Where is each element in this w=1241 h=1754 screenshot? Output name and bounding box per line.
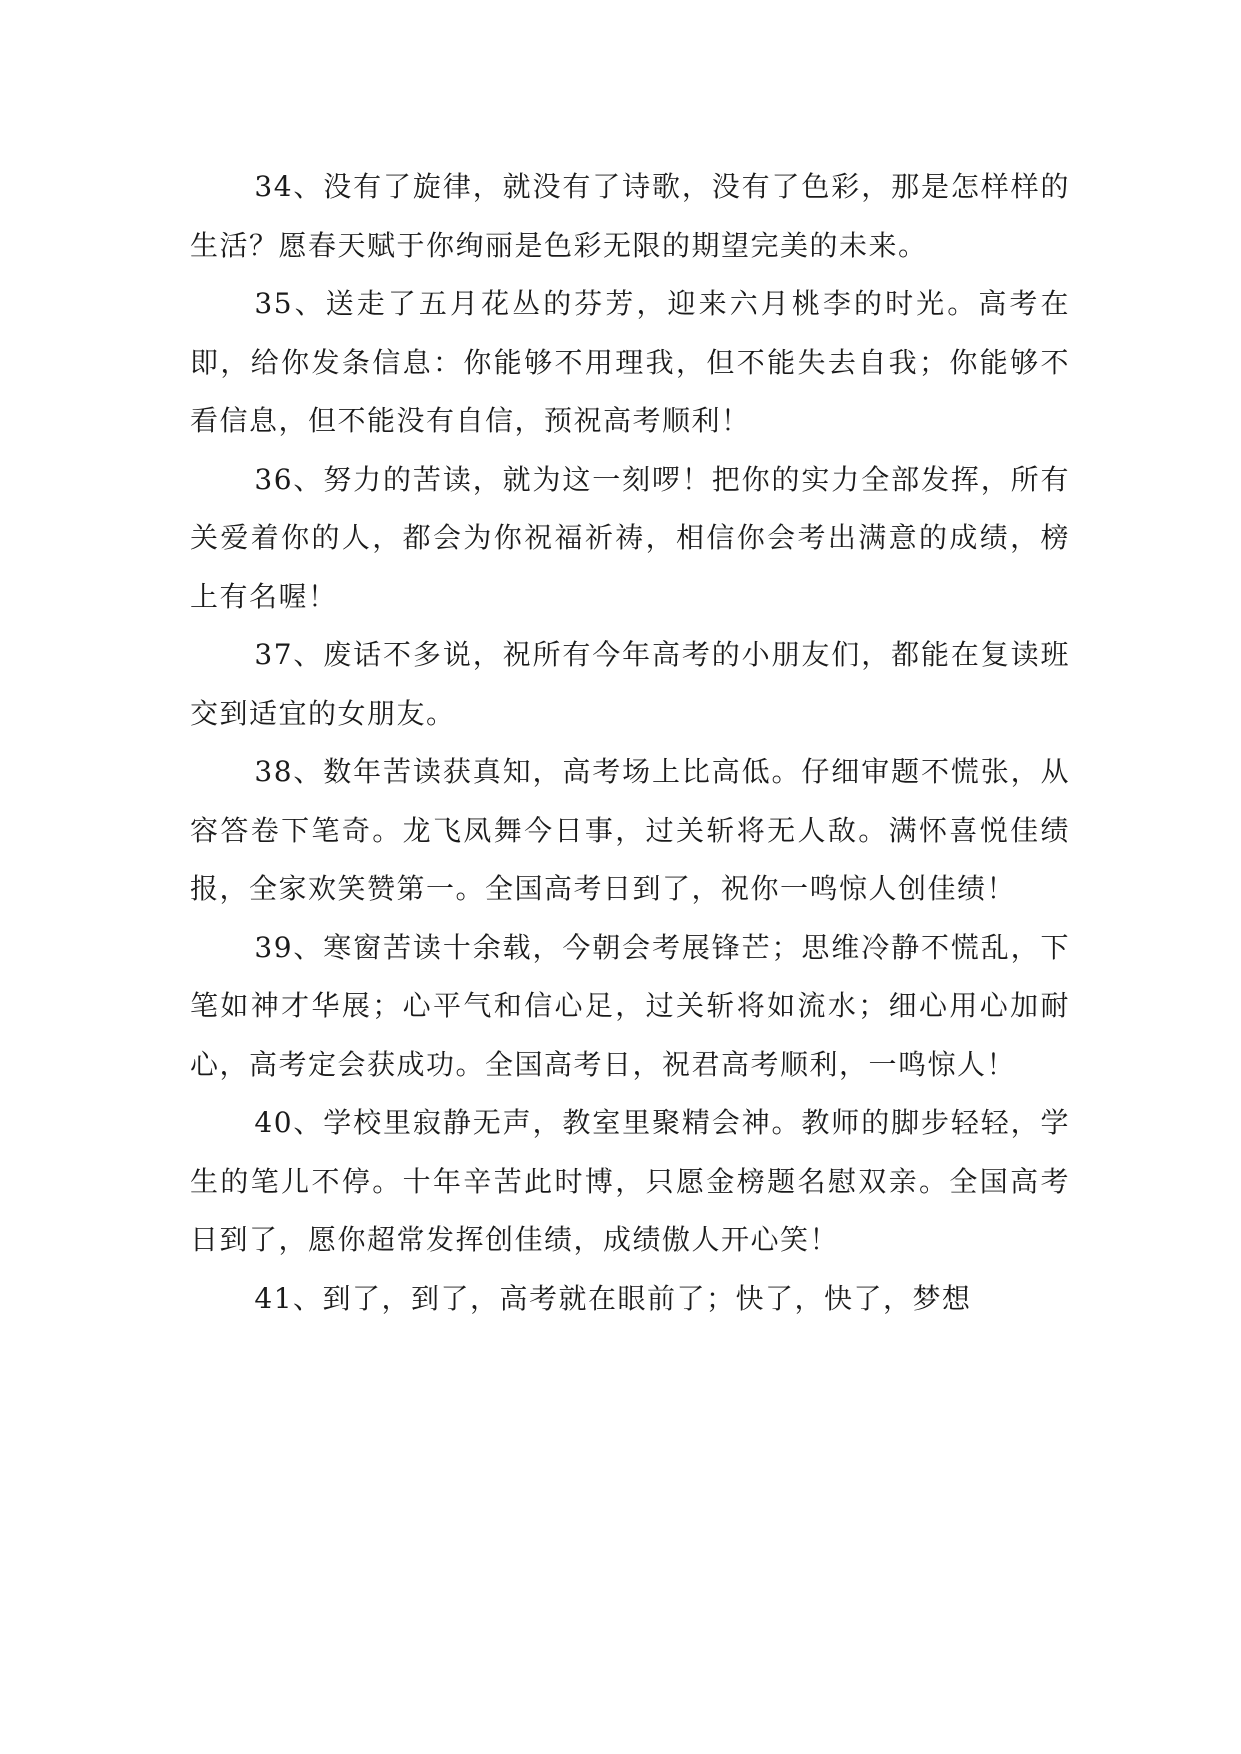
document-body xyxy=(190,158,1070,1328)
paragraph-40: 40、学校里寂静无声，教室里聚精会神。教师的脚步轻轻，学生的笔儿不停。十年辛苦此时博，只愿金榜题名慰双亲。全国高考日到了，愿你超常发挥创佳绩，成绩傲人开心笑！ xyxy=(190,1106,1070,1256)
paragraph-38: 38、数年苦读获真知，高考场上比高低。仔细审题不慌张，从容答卷下笔奇。龙飞凤舞今日事，过关斩将无人敌。满怀喜悦佳绩报，全家欢笑赞第一。全国高考日到了，祝你一鸣惊人创佳绩！ xyxy=(190,755,1070,905)
paragraph-39: 39、寒窗苦读十余载，今朝会考展锋芒；思维冷静不慌乱，下笔如神才华展；心平气和信心足，过关斩将如流水；细心用心加耐心，高考定会获成功。全国高考日，祝君高考顺利，一鸣惊人！ xyxy=(190,930,1070,1081)
paragraph-36: 36、努力的苦读，就为这一刻啰！把你的实力全部发挥，所有关爱着你的人，都会为你祝福祈祷，相信你会考出满意的成绩，榜上有名喔！ xyxy=(190,462,1070,613)
paragraph-41: 41、到了，到了，高考就在眼前了；快了，快了，梦想 xyxy=(254,1281,972,1315)
paragraph-35: 35、送走了五月花丛的芬芳，迎来六月桃李的时光。高考在即，给你发条信息：你能够不用理我，但不能失去自我；你能够不看信息，但不能没有自信，预祝高考顺利！ xyxy=(190,287,1070,437)
paragraph-34: 34、没有了旋律，就没有了诗歌，没有了色彩，那是怎样样的生活？愿春天赋于你绚丽是色彩无限的期望完美的未来。 xyxy=(190,170,1070,262)
paragraph-37: 37、废话不多说，祝所有今年高考的小朋友们，都能在复读班交到适宜的女朋友。 xyxy=(190,638,1070,730)
